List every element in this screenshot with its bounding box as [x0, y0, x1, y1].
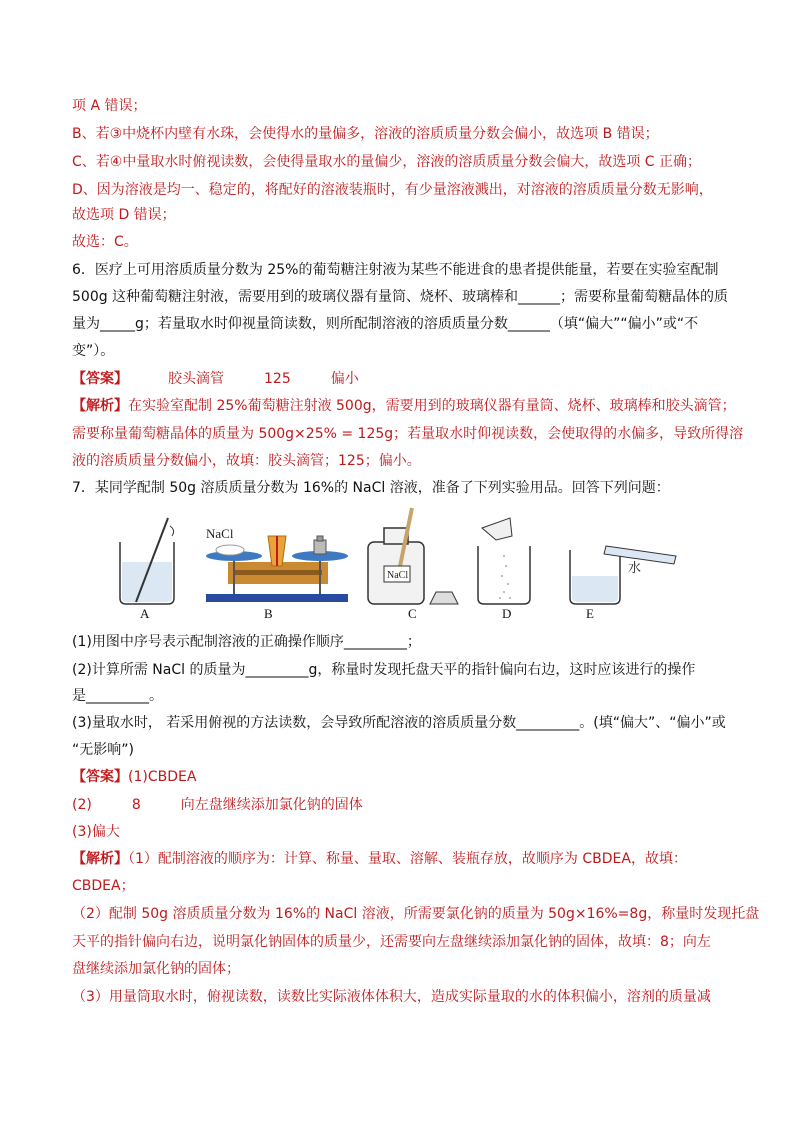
answer-value: (1)CBDEA — [128, 769, 197, 785]
answer-value: 8 — [131, 797, 141, 813]
answer-tag: 【答案】 — [72, 371, 128, 387]
question-6-stem: 变”）。 — [72, 343, 115, 359]
question-7-sub: “无影响”) — [72, 742, 134, 758]
reagent-bottle-icon — [368, 508, 458, 604]
answer-value: 胶头滴管 — [168, 371, 224, 387]
question-7-analysis: 天平的指针偏向右边，说明氯化钠固体的质量少，还需要向左盘继续添加氯化钠的固体，故填：8；向左 — [72, 934, 711, 950]
question-7-sub: (1)用图中序号表示配制溶液的正确操作顺序_________； — [72, 634, 421, 650]
question-7-analysis: CBDEA； — [72, 878, 135, 894]
question-6-answer — [72, 369, 359, 389]
answer-value: 向左盘继续添加氯化钠的固体 — [180, 797, 363, 813]
question-7-analysis: 盘继续添加氯化钠的固体； — [72, 961, 240, 977]
question-7-analysis: （3）用量筒取水时，俯视读数，读数比实际液体体积大，造成实际量取的水的体积偏小，溶剂的质量减 — [72, 989, 711, 1005]
answer-value: 偏小 — [330, 371, 359, 387]
pouring-beaker-icon — [478, 518, 530, 604]
question-7-sub: (2)计算所需 NaCl 的质量为_________g，称量时发现托盘天平的指针偏向右边，这时应该进行的操作 — [72, 662, 696, 678]
answer-value: (2) — [72, 797, 92, 813]
cylinder-pouring-water-icon — [570, 546, 676, 604]
question-6-analysis — [72, 396, 736, 416]
question-7-answer — [72, 767, 196, 787]
lab-equipment-figure — [110, 506, 690, 624]
question-7-sub: (3)量取水时， 若采用俯视的方法读数，会导致所配溶液的溶质质量分数_________。(填“偏大”、“偏小”或 — [72, 715, 726, 731]
question-6-stem: 6．医疗上可用溶质质量分数为 25%的葡萄糖注射液为某些不能进食的患者提供能量，若要在实验室配制 — [72, 262, 719, 278]
figure-label-b: B — [264, 606, 273, 621]
question-7-stem: 7．某同学配制 50g 溶质质量分数为 16%的 NaCl 溶液，准备了下列实验用品。回答下列问题： — [72, 480, 670, 496]
question-7-sub: 是_________。 — [72, 688, 163, 704]
question-6-stem: 量为_____g；若量取水时仰视量筒读数，则所配制溶液的溶质质量分数______（填“偏大”“偏小”或“不 — [72, 316, 699, 332]
figure-label-d: D — [502, 606, 512, 621]
question-7-analysis — [72, 849, 687, 869]
question-7-answer — [72, 795, 363, 815]
explanation-line: 项 A 错误； — [72, 98, 147, 114]
balance-icon — [206, 526, 348, 602]
question-6-analysis: 液的溶质质量分数偏小，故填：胶头滴管；125；偏小。 — [72, 453, 421, 469]
question-7-analysis: （2）配制 50g 溶质质量分数为 16%的 NaCl 溶液，所需要氯化钠的质量为 50g×16%=8g，称量时发现托盘 — [72, 906, 760, 922]
figure-label-c: C — [408, 606, 417, 621]
analysis-text: （1）配制溶液的顺序为：计算、称量、量取、溶解、装瓶存放，故顺序为 CBDEA，故填： — [128, 851, 687, 867]
analysis-tag: 【解析】 — [72, 398, 128, 414]
beaker-with-rod-icon — [120, 518, 174, 604]
analysis-text: 在实验室配制 25%葡萄糖注射液 500g，需要用到的玻璃仪器有量筒、烧杯、玻璃棒和胶头滴管； — [128, 398, 736, 414]
question-7-answer: (3)偏大 — [72, 824, 120, 840]
answer-tag: 【答案】 — [72, 769, 128, 785]
water-label: 水 — [628, 560, 642, 575]
figure-label-e: E — [586, 606, 594, 621]
question-6-stem: 500g 这种葡萄糖注射液，需要用到的玻璃仪器有量筒、烧杯、玻璃棒和______；需要称量葡萄糖晶体的质 — [72, 289, 729, 305]
figure-label-a: A — [140, 606, 150, 621]
explanation-line: B、若③中烧杯内壁有水珠，会使得水的量偏多，溶液的溶质质量分数会偏小，故选项 B 错误； — [72, 126, 659, 142]
explanation-line: 故选：C。 — [72, 234, 138, 250]
explanation-line: C、若④中量取水时俯视读数，会使得量取水的量偏少，溶液的溶质质量分数会偏大，故选项 C 正确； — [72, 154, 701, 170]
nacl-label: NaCl — [206, 526, 234, 541]
question-6-analysis: 需要称量葡萄糖晶体的质量为 500g×25% = 125g；若量取水时仰视读数，会使取得的水偏多，导致所得溶 — [72, 426, 744, 442]
analysis-tag: 【解析】 — [72, 851, 128, 867]
bottle-label: NaCl — [387, 570, 409, 581]
answer-value: 125 — [264, 371, 291, 387]
explanation-line: D、因为溶液是均一、稳定的，将配好的溶液装瓶时，有少量溶液溅出，对溶液的溶质质量分数无影响， — [72, 182, 713, 198]
explanation-line: 故选项 D 错误； — [72, 207, 176, 223]
